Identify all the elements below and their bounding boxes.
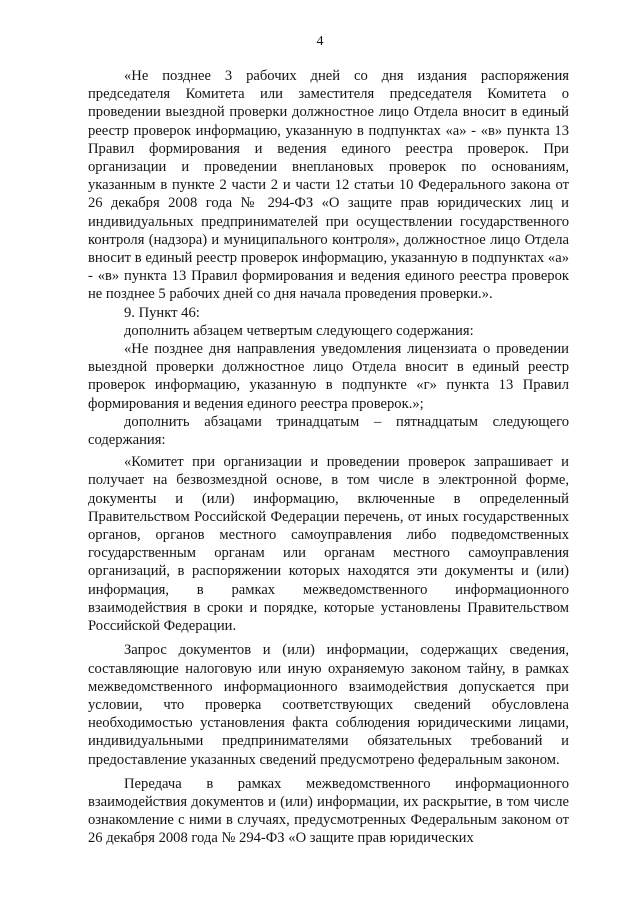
paragraph-item-9-heading: 9. Пункт 46: <box>124 304 200 321</box>
document-body <box>88 67 569 848</box>
page-number: 4 <box>316 34 324 49</box>
paragraph-secret-info-request: Запрос документов и (или) информации, содержащих сведения, составляющие налоговую или иную охраняемую законом тайну, в рамках межведомственного информационного взаимодействия допускается при условии, что проверка соответствующих сведений обусловлена необходимостью установления факта соблюдения юридическими лицами, индивидуальными предпринимателями обязательных требований и предоставление указанных сведений предусмотрено федеральным законом. <box>88 642 569 768</box>
paragraph-inspection-deadline: «Не позднее 3 рабочих дней со дня издания распоряжения председателя Комитета или заместителя председателя Комитета о проведении выездной проверки должностное лицо Отдела вносит в единый реестр проверок информацию, указанную в подпунктах «а» - «в» пункта 13 Правил формирования и ведения единого реестра проверок. При организации и проведении внеплановых проверок по основаниям, указанным в пункте 2 части 2 и части 12 статьи 10 Федерального закона от 26 декабря 2008 года № 294-ФЗ «О защите прав юридических лиц и индивидуальных предпринимателей при осуществлении государственного контроля (надзора) и муниципального контроля», должностное лицо Отдела вносит в единый реестр проверок информацию, указанную в подпунктах «а» - «в» пункта 13 Правил формирования и ведения единого реестра проверок не позднее 5 рабочих дней со дня начала проведения проверки.». <box>88 68 569 303</box>
paragraph-transfer-of-documents: Передача в рамках межведомственного информационного взаимодействия документов и (или) информации, их раскрытие, в том числе ознакомление с ними в случаях, предусмотренных Федеральным законом от 26 декабря 2008 года № 294-ФЗ «О защите прав юридических <box>88 775 569 847</box>
paragraph-add-clauses-13-15: дополнить абзацами тринадцатым – пятнадцатым следующего содержания: <box>88 413 569 449</box>
paragraph-licensee-notice: «Не позднее дня направления уведомления лицензиата о проведении выездной проверки должностное лицо Отдела вносит в единый реестр проверок информацию, указанную в подпункте «г» пункта 13 Правил формирования и ведения единого реестра проверок.»; <box>88 341 569 412</box>
paragraph-committee-requests: «Комитет при организации и проведении проверок запрашивает и получает на безвозмездной основе, в том числе в электронной форме, документы и (или) информацию, включенные в определенный Правительством Российской Федерации перечень, от иных государственных органов, органов местного самоуправления либо подведомственных государственным органам или органам местного самоуправления организаций, в распоряжении которых находятся эти документы и (или) информация, в рамках межведомственного информационного взаимодействия в сроки и порядке, которые установлены Правительством Российской Федерации. <box>88 454 569 635</box>
paragraph-add-fourth-clause: дополнить абзацем четвертым следующего содержания: <box>124 322 474 339</box>
